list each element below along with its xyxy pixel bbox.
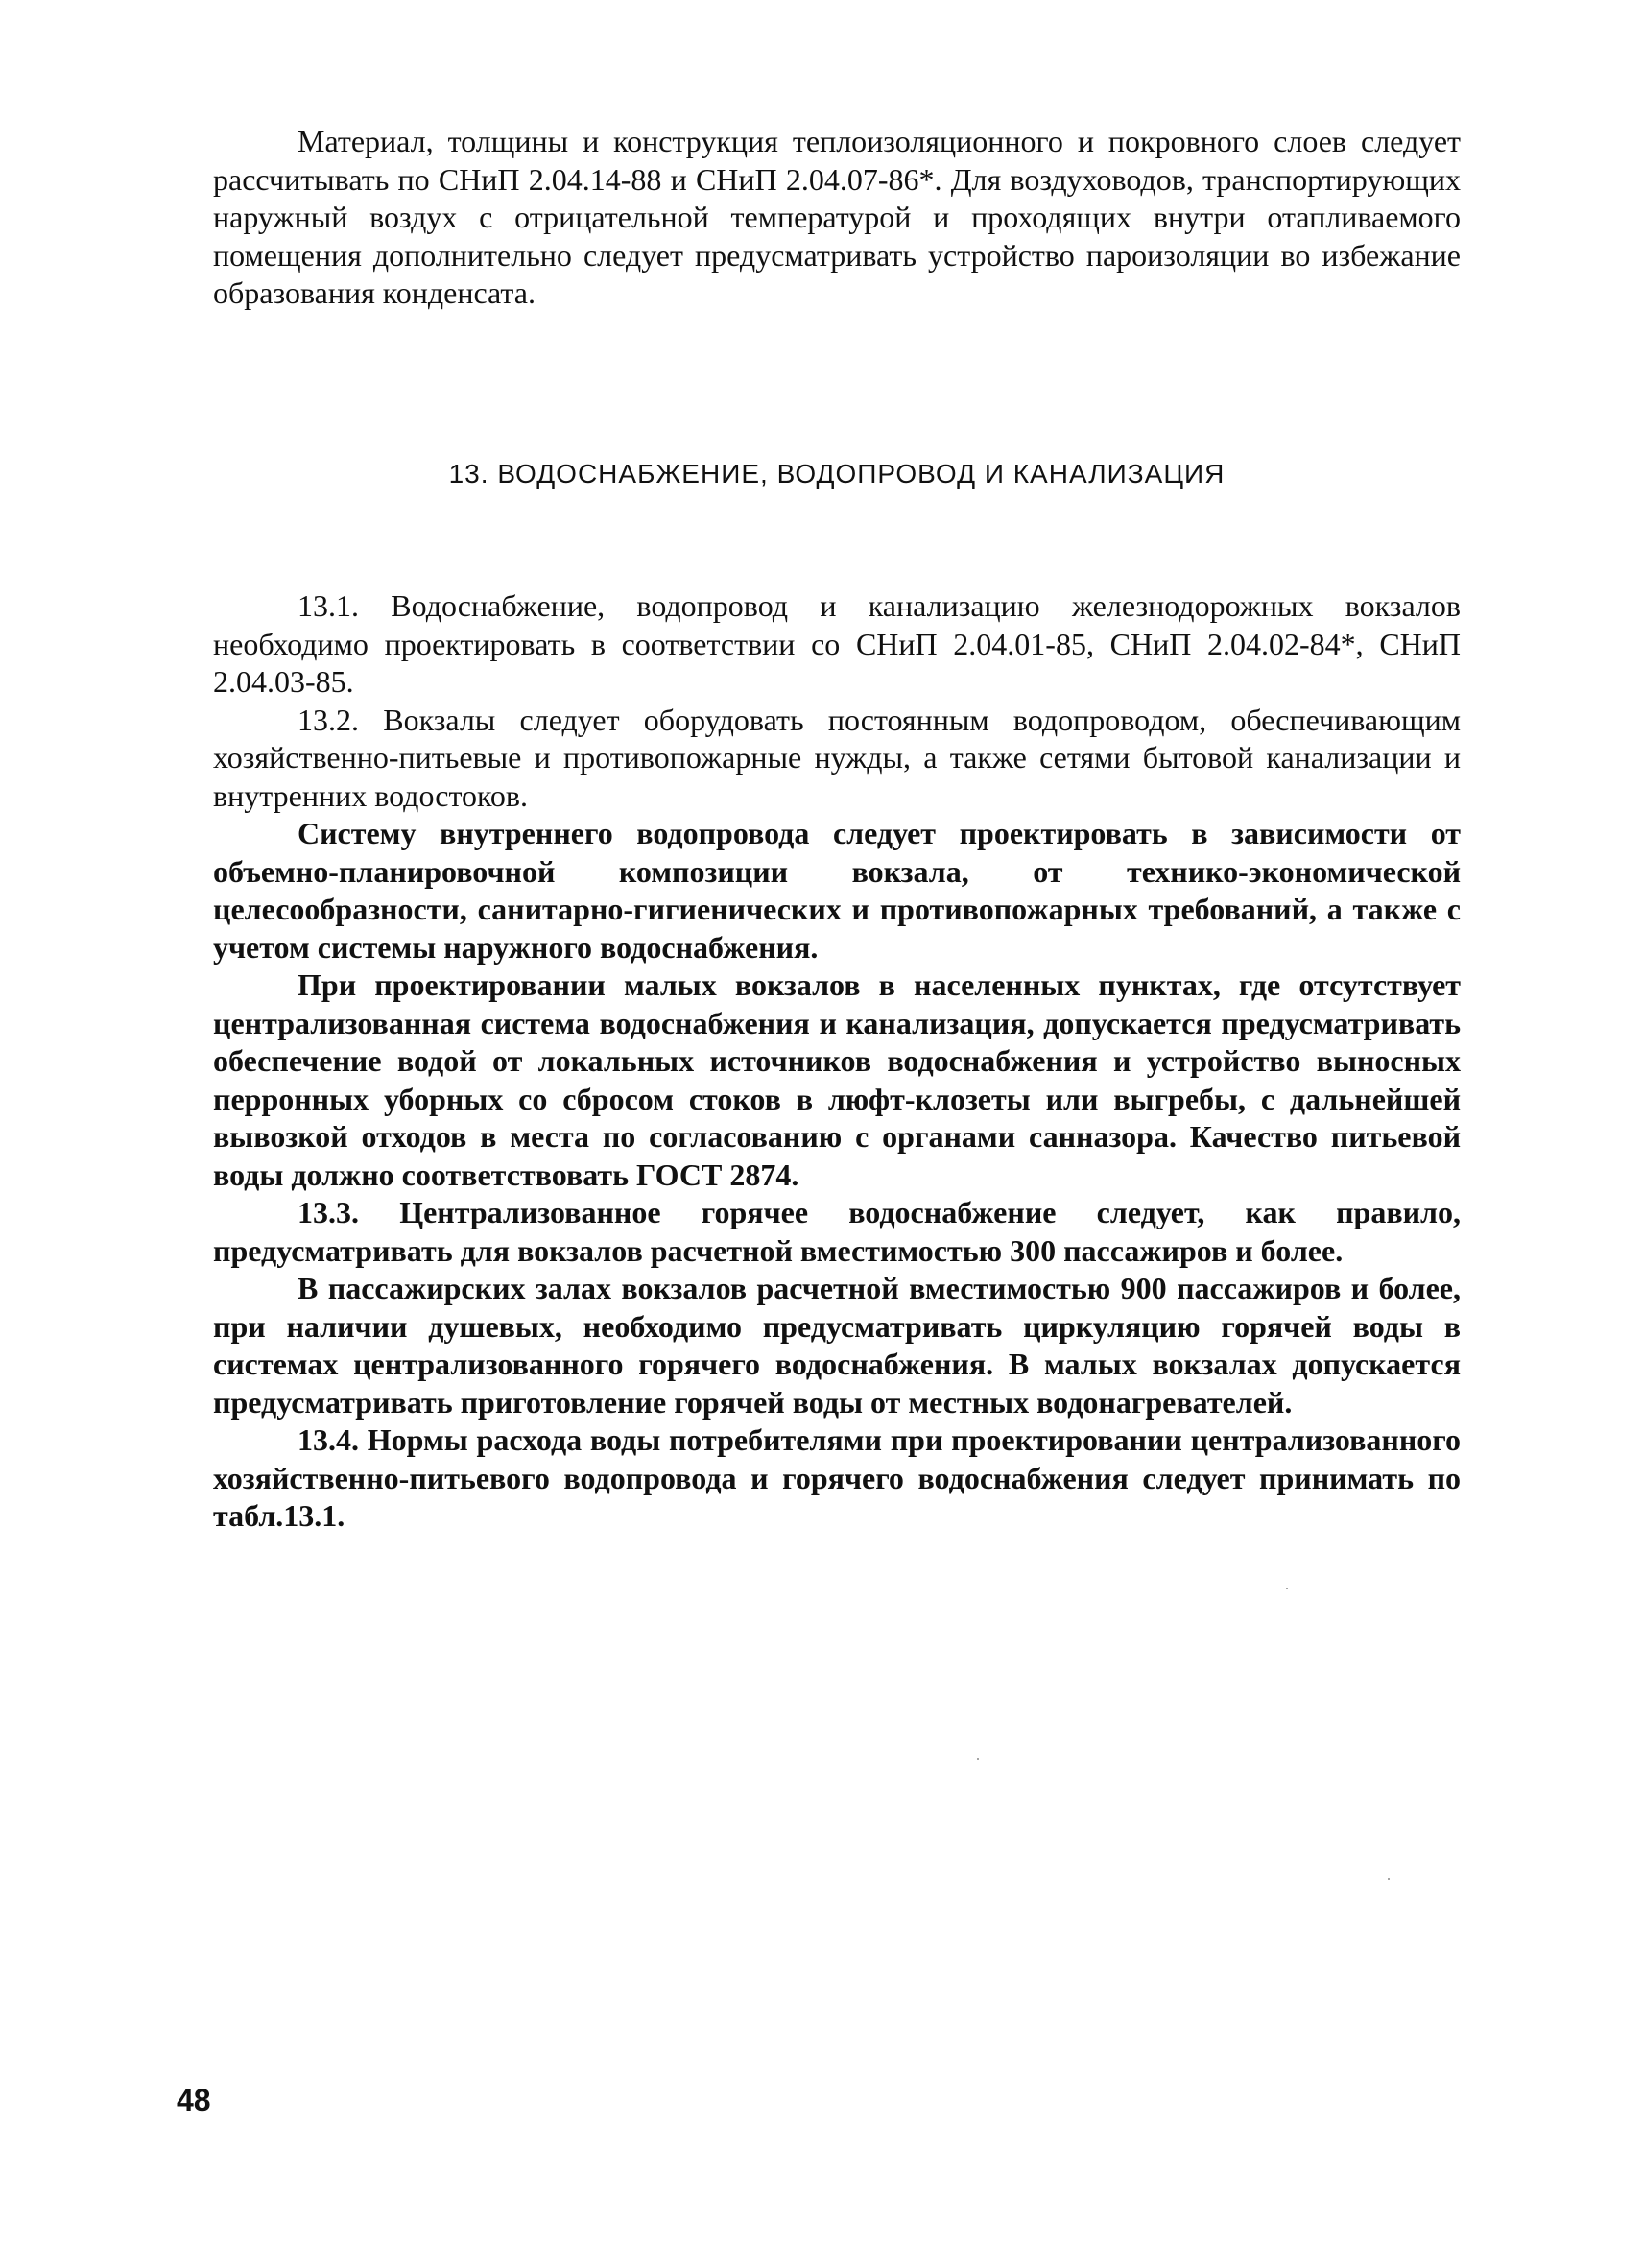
paragraph-13-1: 13.1. Водоснабжение, водопровод и канализацию железнодорожных вокзалов необходимо проектировать в соответствии со СНиП 2.04.01-85, СНиП 2.04.02-84*, СНиП 2.04.03-85. bbox=[213, 588, 1461, 699]
section-13-body bbox=[213, 587, 1461, 1536]
scan-speck bbox=[1286, 1588, 1288, 1589]
section-heading: 13. ВОДОСНАБЖЕНИЕ, ВОДОПРОВОД И КАНАЛИЗАЦИЯ bbox=[448, 459, 1226, 489]
paragraph-13-4: 13.4. Нормы расхода воды потребителями при проектировании централизованного хозяйственно-питьевого водопровода и горячего водоснабжения следует принимать по табл.13.1. bbox=[213, 1422, 1461, 1533]
paragraph-passenger-halls: В пассажирских залах вокзалов расчетной вместимостью 900 пассажиров и более, при наличии душевых, необходимо предусматривать циркуляцию горячей воды в системах централизованного горячего водоснабжения. В малых вокзалах допускается предусматривать приготовление горячей воды от местных водонагревателей. bbox=[213, 1271, 1461, 1420]
intro-paragraph: Материал, толщины и конструкция теплоизоляционного и покровного слоев следует рассчитывать по СНиП 2.04.14-88 и СНиП 2.04.07-86*. Для воздуховодов, транспортирующих наружный воздух с отрицательной температурой и проходящих внутри отапливаемого помещения дополнительно следует предусматривать устройство пароизоляции во избежание образования конденсата. bbox=[213, 124, 1461, 310]
paragraph-13-2: 13.2. Вокзалы следует оборудовать постоянным водопроводом, обеспечивающим хозяйственно-питьевые и противопожарные нужды, а также сетями бытовой канализации и внутренних водостоков. bbox=[213, 702, 1461, 813]
paragraph-internal-water: Систему внутреннего водопровода следует проектировать в зависимости от объемно-планировочной композиции вокзала, от технико-экономической целесообразности, санитарно-гигиенических и противопожарных требований, а также с учетом системы наружного водоснабжения. bbox=[213, 816, 1461, 965]
intro-block bbox=[213, 123, 1461, 313]
scan-speck bbox=[977, 1758, 979, 1760]
scan-speck bbox=[1388, 1878, 1390, 1880]
page-number: 48 bbox=[177, 2083, 211, 2117]
paragraph-13-3: 13.3. Централизованное горячее водоснабжение следует, как правило, предусматривать для вокзалов расчетной вместимостью 300 пассажиров и более. bbox=[213, 1195, 1461, 1268]
paragraph-small-stations: При проектировании малых вокзалов в населенных пунктах, где отсутствует централизованная система водоснабжения и канализация, допускается предусматривать обеспечение водой от локальных источников водоснабжения и устройство выносных перронных уборных со сбросом стоков в люфт-клозеты или выгребы, с дальнейшей вывозкой отходов в места по согласованию с органами санназора. Качество питьевой воды должно соответствовать ГОСТ 2874. bbox=[213, 967, 1461, 1192]
